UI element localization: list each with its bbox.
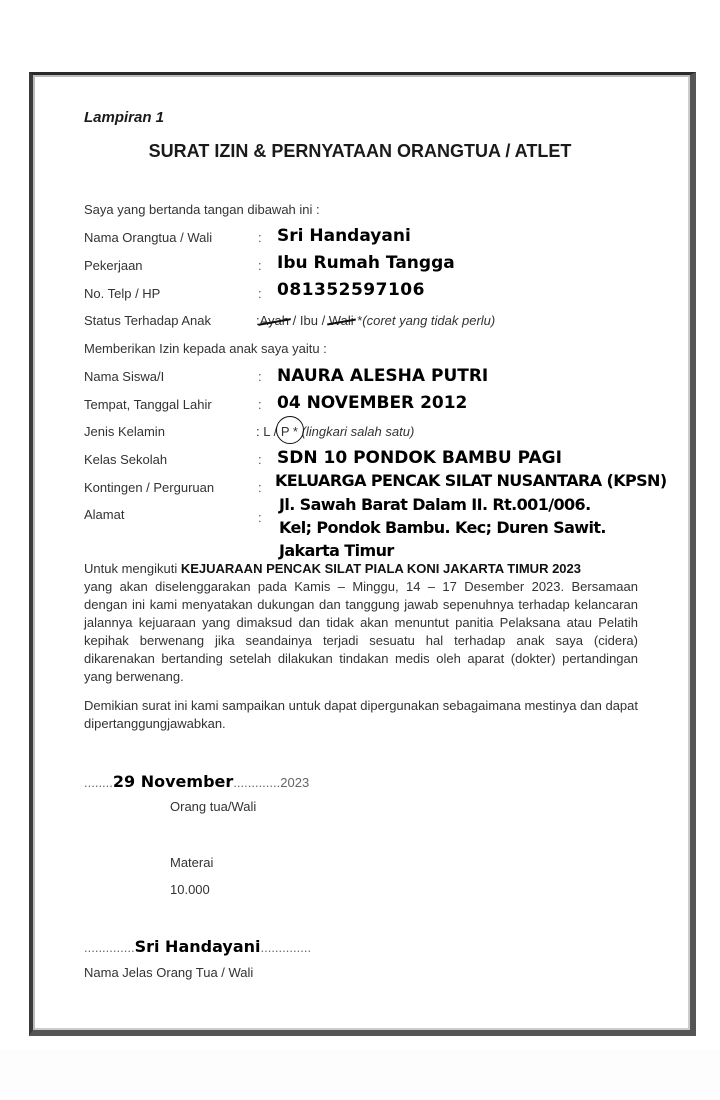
parent-phone-value[interactable]: 081352597106 xyxy=(277,280,425,300)
colon: : xyxy=(258,230,262,245)
statement-first-line xyxy=(84,560,638,578)
signer-name-line xyxy=(84,937,311,956)
statement-paragraph xyxy=(84,560,638,686)
dot-leader: ........ xyxy=(84,775,113,790)
parent-name-value[interactable]: Sri Handayani xyxy=(277,226,411,246)
signature-date[interactable]: 29 November xyxy=(112,772,234,791)
child-address-line-2[interactable]: Kel; Pondok Bambu. Kec; Duren Sawit. xyxy=(279,518,606,537)
parent-name-label: Nama Orangtua / Wali xyxy=(84,230,213,245)
colon: : xyxy=(258,452,262,467)
document-title: SURAT IZIN & PERNYATAAN ORANGTUA / ATLET xyxy=(148,141,572,161)
child-address-line-1[interactable]: Jl. Sawah Barat Dalam II. Rt.001/006. xyxy=(279,495,591,514)
intro-signer: Saya yang bertanda tangan dibawah ini : xyxy=(84,202,320,217)
signer-caption: Nama Jelas Orang Tua / Wali xyxy=(84,965,254,980)
colon: : xyxy=(256,424,264,439)
child-club-value[interactable]: KELUARGA PENCAK SILAT NUSANTARA (KPSN) xyxy=(275,471,667,490)
child-name-value[interactable]: NAURA ALESHA PUTRI xyxy=(277,366,489,386)
statement-prefix: Untuk mengikuti xyxy=(84,561,178,576)
parent-job-label: Pekerjaan xyxy=(84,258,143,273)
parent-job-value[interactable]: Ibu Rumah Tangga xyxy=(277,253,455,273)
closing-paragraph xyxy=(84,697,638,733)
gender-note: (lingkari salah satu) xyxy=(301,424,415,439)
dot-leader: .............. xyxy=(260,940,312,955)
gender-selection-circle xyxy=(276,416,304,444)
status-note: (coret yang tidak perlu) xyxy=(362,313,496,328)
colon: : xyxy=(258,480,262,495)
status-option-wali-struck[interactable]: Wali xyxy=(328,313,354,328)
colon: : xyxy=(258,369,262,384)
child-club-label: Kontingen / Perguruan xyxy=(84,480,215,495)
colon: : xyxy=(258,510,262,525)
stamp-value: 10.000 xyxy=(170,882,210,897)
child-address-line-3[interactable]: Jakarta Timur xyxy=(279,541,394,560)
asterisk: * xyxy=(353,313,363,328)
parent-status-options[interactable] xyxy=(256,313,495,328)
statement-body: yang akan diselenggarakan pada Kamis – Minggu, 14 – 17 Desember 2023. Bersamaan dengan ini kami menyatakan dukungan dan tanggung jawab sepenuhnya terhadap kelancaran jalannya kejuaraan yang dimaksud dan tidak akan menuntut panitia Pelaksana atau Pelatih kepihak berwenang jika seandainya terjadi sesuatu hal terhadap anak saya (cidera) dikarenakan bertanding setelah dilakukan tindakan medis oleh aparat (dokter) pertandingan yang berwenang. xyxy=(84,579,638,684)
colon: : xyxy=(258,286,262,301)
separator: / xyxy=(317,313,329,328)
parent-status-label: Status Terhadap Anak xyxy=(84,313,211,328)
closing-text: Demikian surat ini kami sampaikan untuk dapat dipergunakan sebagaimana mestinya dan dapat dipertanggungjawabkan. xyxy=(84,698,638,731)
child-school-value[interactable]: SDN 10 PONDOK BAMBU PAGI xyxy=(277,448,562,468)
attachment-label: Lampiran 1 xyxy=(84,109,165,126)
colon: : xyxy=(256,313,260,328)
dot-leader: ............. xyxy=(233,775,281,790)
child-name-label: Nama Siswa/I xyxy=(84,369,165,384)
child-address-label: Alamat xyxy=(84,507,125,522)
child-birth-value[interactable]: 04 NOVEMBER 2012 xyxy=(277,393,468,413)
status-option-ibu[interactable]: Ibu xyxy=(299,313,318,328)
separator: / xyxy=(289,313,300,328)
gender-option-l[interactable]: L xyxy=(263,424,270,439)
asterisk: * xyxy=(289,424,302,439)
signature-year: 2023 xyxy=(280,775,310,790)
dot-leader: .............. xyxy=(84,940,135,955)
colon: : xyxy=(258,258,262,273)
intro-child: Memberikan Izin kepada anak saya yaitu : xyxy=(84,341,327,356)
date-line xyxy=(84,772,309,791)
colon: : xyxy=(258,397,262,412)
child-school-label: Kelas Sekolah xyxy=(84,452,168,467)
child-gender-label: Jenis Kelamin xyxy=(84,424,165,439)
stamp-label: Materai xyxy=(170,855,214,870)
page-bottom-margin xyxy=(0,1050,720,1100)
signer-name[interactable]: Sri Handayani xyxy=(134,937,261,956)
status-option-ayah-struck[interactable]: Ayah xyxy=(259,313,290,328)
separator: / xyxy=(269,424,281,439)
signer-role: Orang tua/Wali xyxy=(170,799,257,814)
child-birth-label: Tempat, Tanggal Lahir xyxy=(84,397,212,412)
parent-phone-label: No. Telp / HP xyxy=(84,286,161,301)
gender-option-p[interactable]: P xyxy=(280,424,290,439)
event-name: KEJUARAAN PENCAK SILAT PIALA KONI JAKARTA TIMUR 2023 xyxy=(180,561,581,576)
